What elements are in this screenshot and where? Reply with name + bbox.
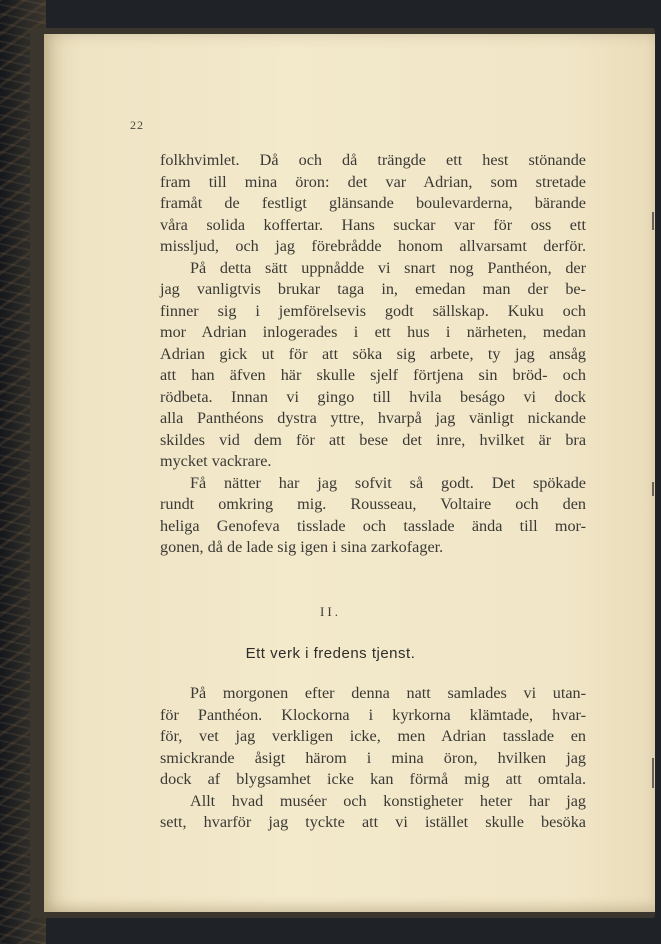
- text-line: Adrian gick ut för att söka sig arbete, ty jag ansåg: [160, 344, 586, 363]
- margin-mark: [652, 482, 654, 496]
- text-line: rundt omkring mig. Rousseau, Voltaire och den: [160, 495, 586, 513]
- text-line: alla Panthéons dystra yttre, hvarpå jag vänligt nickande: [160, 409, 586, 427]
- text-line: våra solida koffertar. Hans suckar var för oss ett: [160, 215, 586, 234]
- text-line: missljud, och jag förebrådde honom allvarsamt derför.: [160, 237, 586, 255]
- page-number: 22: [130, 118, 144, 132]
- text-line: Få nätter har jag sofvit så godt. Det spökade: [190, 473, 586, 492]
- margin-mark: [652, 758, 654, 788]
- text-line: mycket vackrare.: [160, 452, 272, 470]
- text-line: dock af blygsamhet icke kan förmå mig att omtala.: [160, 770, 586, 788]
- text-line: för, vet jag verkligen icke, men Adrian tasslade en: [160, 727, 586, 745]
- text-line: sett, hvarför jag tyckte att vi istället skulle besöka: [160, 813, 586, 831]
- text-line: för Panthéon. Klockorna i kyrkorna klämtade, hvar-: [160, 705, 586, 724]
- section-number: II.: [320, 604, 341, 619]
- text-line: framåt de festligt glänsande boulevarderna, bärande: [160, 194, 586, 212]
- section-title: Ett verk i fredens tjenst.: [245, 645, 416, 662]
- text-line: fram till mina öron: det var Adrian, som stretade: [160, 172, 586, 191]
- text-line: På detta sätt uppnådde vi snart nog Panthéon, der: [190, 258, 586, 277]
- text-line: Allt hvad muséer och konstigheter heter har jag: [190, 791, 586, 810]
- text-line: skildes vid dem för att bese det inre, hvilket är bra: [160, 430, 586, 449]
- margin-mark: [652, 212, 654, 230]
- text-line: smickrande åsigt härom i mina öron, hvilken jag: [160, 748, 586, 767]
- text-line: mor Adrian inlogerades i ett hus i närheten, medan: [160, 323, 586, 341]
- text-line: heliga Genofeva tisslade och tasslade ända till mor-: [160, 516, 586, 535]
- text-line: rödbeta. Innan vi gingo till hvila beságo vi dock: [160, 387, 586, 406]
- text-line: gonen, då de lade sig igen i sina zarkofager.: [160, 538, 444, 556]
- text-line: folkhvimlet. Då och då trängde ett hest stönande: [160, 151, 586, 169]
- text-line: På morgonen efter denna natt samlades vi utan-: [190, 684, 586, 702]
- text-line: finner sig i jemförelsevis godt sällskap. Kuku och: [160, 301, 586, 320]
- text-line: jag vanligtvis brukar taga in, emedan man der be-: [160, 280, 586, 298]
- text-line: att han äfven här skulle sjelf förtjena sin bröd- och: [160, 366, 586, 384]
